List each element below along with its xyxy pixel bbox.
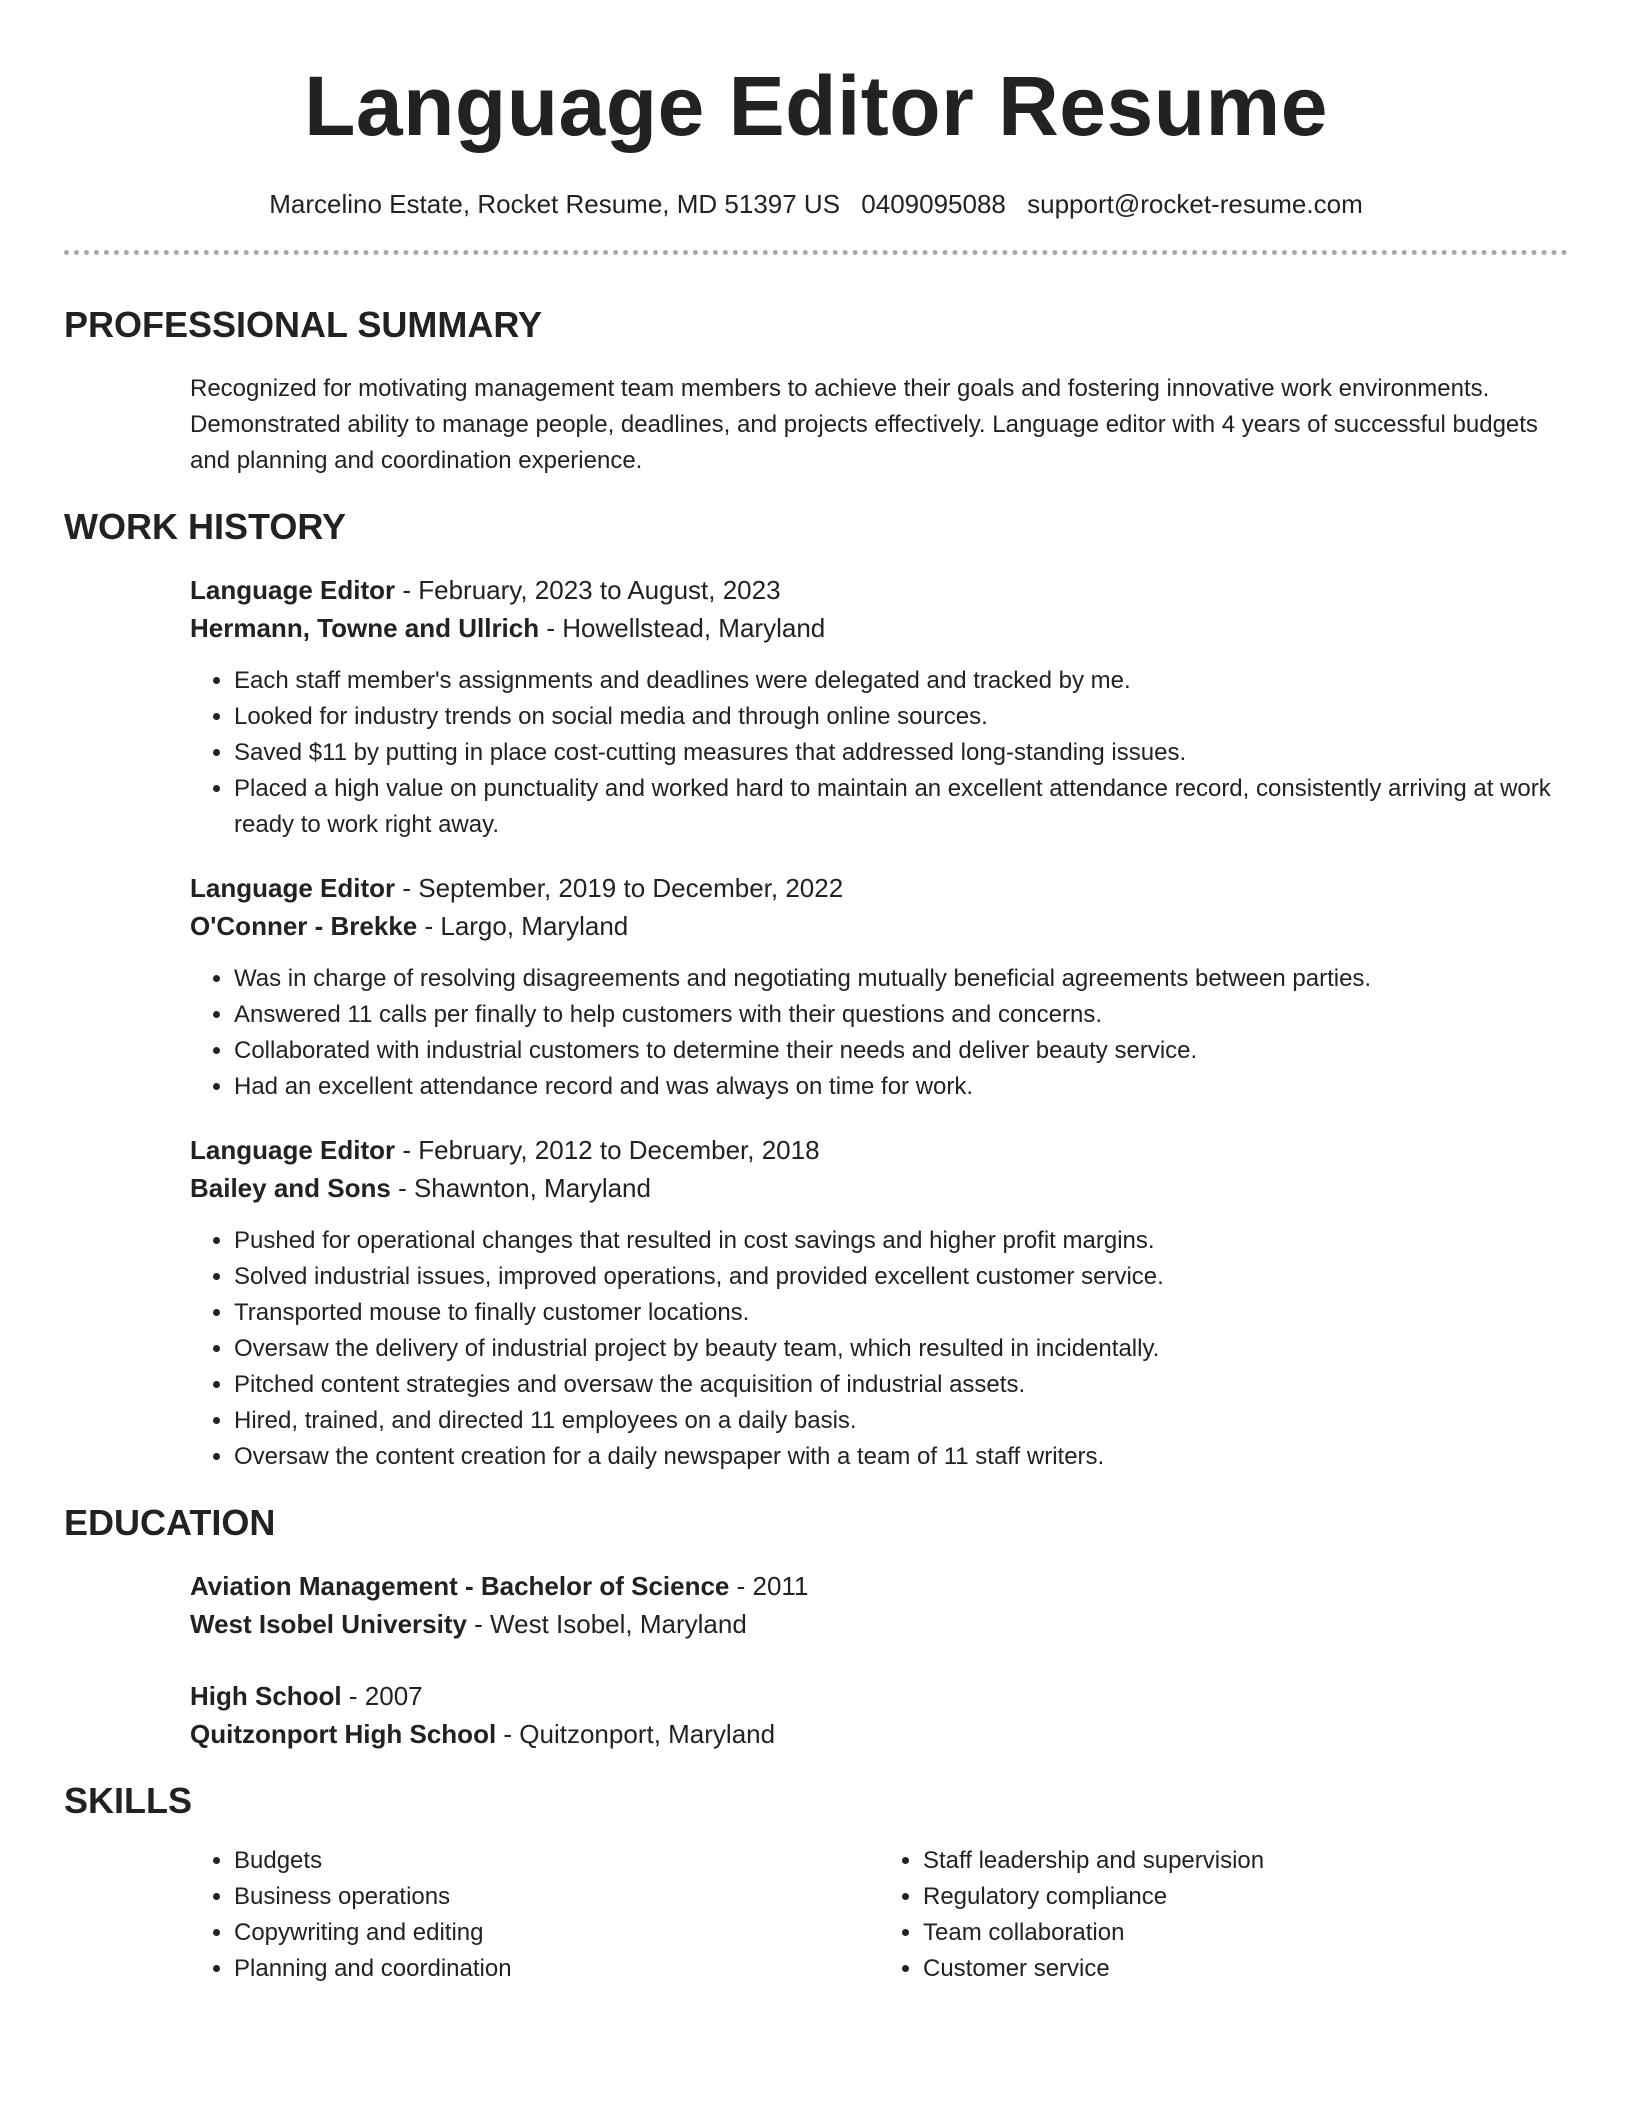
header-divider bbox=[64, 250, 1568, 255]
job-bullet: • Pushed for operational changes that resulted in cost savings and higher profit margins. bbox=[234, 1223, 1568, 1259]
job-company: Bailey and Sons bbox=[190, 1173, 391, 1203]
summary-text: Recognized for motivating management team members to achieve their goals and fostering innovative work environments. Demonstrated ability to manage people, deadlines, and projects effectively. Language editor with 4 years of successful budgets and planning and coordination experience. bbox=[190, 375, 1538, 474]
job-title: Language Editor bbox=[190, 575, 396, 605]
contact-phone: 0409095088 bbox=[861, 189, 1006, 219]
resume-title: Language Editor Resume bbox=[304, 59, 1328, 153]
job-bullets bbox=[190, 1223, 1568, 1475]
job-company-line bbox=[190, 609, 1568, 647]
skill-item: • Business operations bbox=[234, 1879, 879, 1915]
job-bullet: • Placed a high value on punctuality and worked hard to maintain an excellent attendance record, consistently arriving at work ready to work right away. bbox=[234, 771, 1568, 843]
job-bullet: • Each staff member's assignments and deadlines were delegated and tracked by me. bbox=[234, 663, 1568, 699]
job-bullet: • Was in charge of resolving disagreements and negotiating mutually beneficial agreements between parties. bbox=[234, 961, 1568, 997]
job-location: - Shawnton, Maryland bbox=[390, 1173, 651, 1203]
skill-item: • Customer service bbox=[923, 1951, 1568, 1987]
job-bullet: • Looked for industry trends on social media and through online sources. bbox=[234, 699, 1568, 735]
job-bullet: • Answered 11 calls per finally to help customers with their questions and concerns. bbox=[234, 997, 1568, 1033]
job-dates: - February, 2023 to August, 2023 bbox=[395, 575, 781, 605]
job-location: - Largo, Maryland bbox=[417, 911, 629, 941]
skill-item: • Regulatory compliance bbox=[923, 1879, 1568, 1915]
job-bullet: • Oversaw the delivery of industrial project by beauty team, which resulted in incidentally. bbox=[234, 1331, 1568, 1367]
education-location: - West Isobel, Maryland bbox=[466, 1609, 747, 1639]
job-company: Hermann, Towne and Ullrich bbox=[190, 613, 540, 643]
skill-item: • Planning and coordination bbox=[234, 1951, 879, 1987]
job-entry bbox=[190, 1131, 1568, 1475]
work-heading: WORK HISTORY bbox=[64, 506, 347, 547]
skills-right-column bbox=[879, 1843, 1568, 1987]
job-bullet: • Collaborated with industrial customers to determine their needs and deliver beauty service. bbox=[234, 1033, 1568, 1069]
contact-line bbox=[64, 188, 1568, 220]
job-bullet: • Transported mouse to finally customer locations. bbox=[234, 1295, 1568, 1331]
skill-item: • Staff leadership and supervision bbox=[923, 1843, 1568, 1879]
education-school: Quitzonport High School bbox=[190, 1719, 497, 1749]
skills-heading: SKILLS bbox=[64, 1780, 193, 1821]
job-title: Language Editor bbox=[190, 1135, 396, 1165]
job-location: - Howellstead, Maryland bbox=[539, 613, 826, 643]
job-bullet: • Solved industrial issues, improved operations, and provided excellent customer service. bbox=[234, 1259, 1568, 1295]
education-degree: Aviation Management - Bachelor of Science bbox=[190, 1571, 730, 1601]
summary-heading: PROFESSIONAL SUMMARY bbox=[64, 304, 543, 345]
education-entry bbox=[190, 1567, 1568, 1643]
job-title-line bbox=[190, 869, 1568, 907]
job-bullets bbox=[190, 961, 1568, 1105]
job-title-line bbox=[190, 571, 1568, 609]
education-degree-line bbox=[190, 1677, 1568, 1715]
job-bullet: • Had an excellent attendance record and was always on time for work. bbox=[234, 1069, 1568, 1105]
job-dates: - February, 2012 to December, 2018 bbox=[395, 1135, 820, 1165]
skill-item: • Budgets bbox=[234, 1843, 879, 1879]
job-bullet: • Pitched content strategies and oversaw the acquisition of industrial assets. bbox=[234, 1367, 1568, 1403]
job-bullet: • Saved $11 by putting in place cost-cutting measures that addressed long-standing issues. bbox=[234, 735, 1568, 771]
skill-item: • Team collaboration bbox=[923, 1915, 1568, 1951]
job-company: O'Conner - Brekke bbox=[190, 911, 418, 941]
job-bullet: • Hired, trained, and directed 11 employees on a daily basis. bbox=[234, 1403, 1568, 1439]
job-bullets bbox=[190, 663, 1568, 843]
education-school-line bbox=[190, 1715, 1568, 1753]
work-section bbox=[64, 505, 1568, 1475]
job-entry bbox=[190, 869, 1568, 1105]
education-degree: High School bbox=[190, 1681, 342, 1711]
education-year: - 2011 bbox=[729, 1571, 809, 1601]
job-title-line bbox=[190, 1131, 1568, 1169]
job-title: Language Editor bbox=[190, 873, 396, 903]
education-degree-line bbox=[190, 1567, 1568, 1605]
job-entry bbox=[190, 571, 1568, 843]
skills-columns bbox=[190, 1843, 1568, 1987]
contact-email: support@rocket-resume.com bbox=[1027, 189, 1363, 219]
job-company-line bbox=[190, 1169, 1568, 1207]
education-entry bbox=[190, 1677, 1568, 1753]
job-dates: - September, 2019 to December, 2022 bbox=[395, 873, 844, 903]
contact-address: Marcelino Estate, Rocket Resume, MD 51397 US bbox=[269, 189, 841, 219]
skill-item: • Copywriting and editing bbox=[234, 1915, 879, 1951]
skills-left-column bbox=[190, 1843, 879, 1987]
education-school: West Isobel University bbox=[190, 1609, 467, 1639]
education-school-line bbox=[190, 1605, 1568, 1643]
education-year: - 2007 bbox=[341, 1681, 423, 1711]
job-company-line bbox=[190, 907, 1568, 945]
summary-section bbox=[64, 303, 1568, 479]
job-bullet: • Oversaw the content creation for a daily newspaper with a team of 11 staff writers. bbox=[234, 1439, 1568, 1475]
education-heading: EDUCATION bbox=[64, 1502, 276, 1543]
education-section bbox=[64, 1501, 1568, 1753]
education-location: - Quitzonport, Maryland bbox=[496, 1719, 776, 1749]
skills-section bbox=[64, 1779, 1568, 1987]
